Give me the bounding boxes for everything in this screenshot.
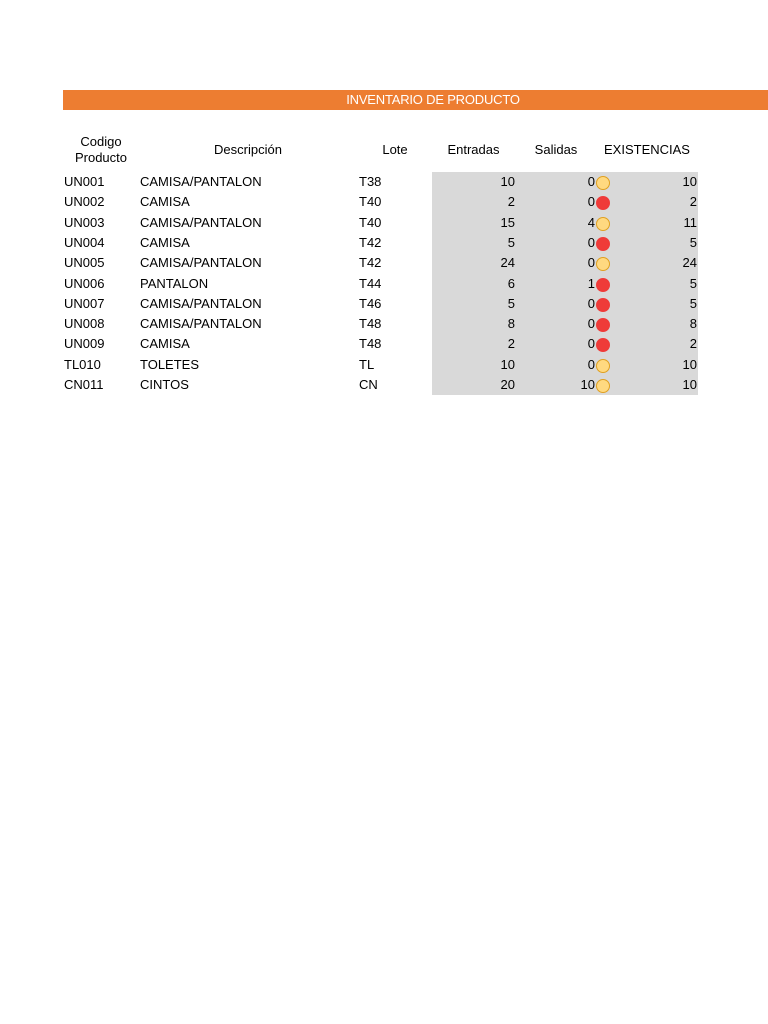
cell-entradas: 20 [500, 377, 515, 392]
table-row [0, 233, 768, 253]
cell-existencias: 10 [682, 356, 697, 372]
status-indicator-icon [596, 278, 610, 292]
cell-descripcion: CAMISA/PANTALON [140, 316, 262, 332]
table-row [0, 192, 768, 212]
cell-salidas: 0 [587, 234, 595, 250]
cell-codigo: UN006 [64, 275, 105, 291]
cell-codigo: UN005 [64, 255, 105, 271]
header-descripcion: Descripción [214, 142, 282, 157]
cell-entradas: 2 [507, 336, 515, 352]
header-existencias: EXISTENCIAS [604, 142, 690, 157]
cell-codigo: CN011 [64, 377, 104, 392]
cell-salidas: 1 [587, 275, 595, 291]
status-indicator-icon [596, 217, 610, 231]
status-indicator-icon [596, 338, 610, 352]
cell-descripcion: CAMISA/PANTALON [140, 174, 262, 189]
cell-codigo: UN008 [64, 316, 105, 332]
cell-codigo: UN007 [64, 295, 105, 311]
header-codigo: Codigo [80, 134, 122, 149]
cell-salidas: 0 [587, 194, 595, 210]
cell-salidas: 0 [587, 295, 595, 311]
cell-codigo: UN002 [64, 194, 105, 210]
cell-descripcion: CAMISA/PANTALON [140, 255, 262, 271]
status-indicator-icon [596, 196, 610, 210]
cell-descripcion: CAMISA/PANTALON [140, 295, 262, 311]
table-row [0, 355, 768, 375]
cell-codigo: UN004 [64, 234, 105, 250]
table-row [0, 213, 768, 233]
cell-salidas: 10 [580, 377, 595, 392]
cell-codigo: UN001 [64, 174, 105, 189]
cell-descripcion: PANTALON [140, 275, 209, 291]
cell-entradas: 10 [500, 356, 515, 372]
cell-descripcion: TOLETES [140, 356, 200, 372]
table-row [0, 172, 768, 192]
status-indicator-icon [596, 318, 610, 332]
cell-lote: T46 [359, 295, 382, 311]
cell-descripcion: CAMISA/PANTALON [140, 214, 262, 230]
cell-entradas: 10 [500, 174, 515, 189]
status-indicator-icon [596, 379, 610, 393]
cell-salidas: 0 [587, 316, 595, 332]
cell-entradas: 24 [500, 255, 515, 271]
table-row [0, 314, 768, 334]
cell-entradas: 15 [500, 214, 515, 230]
cell-salidas: 0 [587, 356, 595, 372]
status-indicator-icon [596, 257, 610, 271]
header-salidas: Salidas [534, 142, 578, 157]
cell-entradas: 6 [507, 275, 515, 291]
cell-salidas: 0 [587, 336, 595, 352]
cell-codigo: UN009 [64, 336, 105, 352]
cell-existencias: 11 [683, 214, 697, 230]
cell-lote: T42 [359, 234, 382, 250]
cell-existencias: 2 [689, 336, 697, 352]
cell-existencias: 2 [689, 194, 697, 210]
header-codigo-producto [64, 134, 138, 166]
cell-lote: T42 [359, 255, 382, 271]
status-indicator-icon [596, 176, 610, 190]
cell-entradas: 5 [507, 234, 515, 250]
cell-codigo: TL010 [64, 356, 101, 372]
cell-existencias: 5 [689, 295, 697, 311]
cell-existencias: 5 [689, 275, 697, 291]
cell-entradas: 5 [507, 295, 515, 311]
cell-entradas: 2 [507, 194, 515, 210]
cell-salidas: 0 [587, 174, 595, 189]
cell-lote: CN [359, 377, 378, 392]
cell-lote: T48 [359, 336, 382, 352]
cell-salidas: 4 [587, 214, 595, 230]
cell-existencias: 24 [682, 255, 697, 271]
cell-lote: T44 [359, 275, 382, 291]
cell-lote: TL [359, 356, 375, 372]
cell-lote: T40 [359, 214, 382, 230]
cell-existencias: 5 [689, 234, 697, 250]
cell-descripcion: CAMISA [140, 336, 190, 352]
cell-lote: T40 [359, 194, 382, 210]
cell-codigo: UN003 [64, 214, 105, 230]
cell-entradas: 8 [507, 316, 515, 332]
table-row [0, 375, 768, 395]
cell-existencias: 8 [689, 316, 697, 332]
cell-descripcion: CAMISA [140, 194, 190, 210]
status-indicator-icon [596, 237, 610, 251]
status-indicator-icon [596, 359, 610, 373]
status-indicator-icon [596, 298, 610, 312]
table-row [0, 294, 768, 314]
table-row [0, 274, 768, 294]
cell-existencias: 10 [682, 174, 697, 189]
header-lote: Lote [382, 142, 408, 157]
header-entradas: Entradas [447, 142, 500, 157]
cell-existencias: 10 [682, 377, 697, 392]
cell-lote: T48 [359, 316, 382, 332]
cell-descripcion: CAMISA [140, 234, 190, 250]
table-row [0, 334, 768, 354]
header-producto: Producto [74, 150, 128, 165]
cell-salidas: 0 [587, 255, 595, 271]
cell-descripcion: CINTOS [140, 377, 189, 392]
cell-lote: T38 [359, 174, 382, 189]
table-row [0, 253, 768, 273]
sheet-title: INVENTARIO DE PRODUCTO [346, 92, 520, 107]
